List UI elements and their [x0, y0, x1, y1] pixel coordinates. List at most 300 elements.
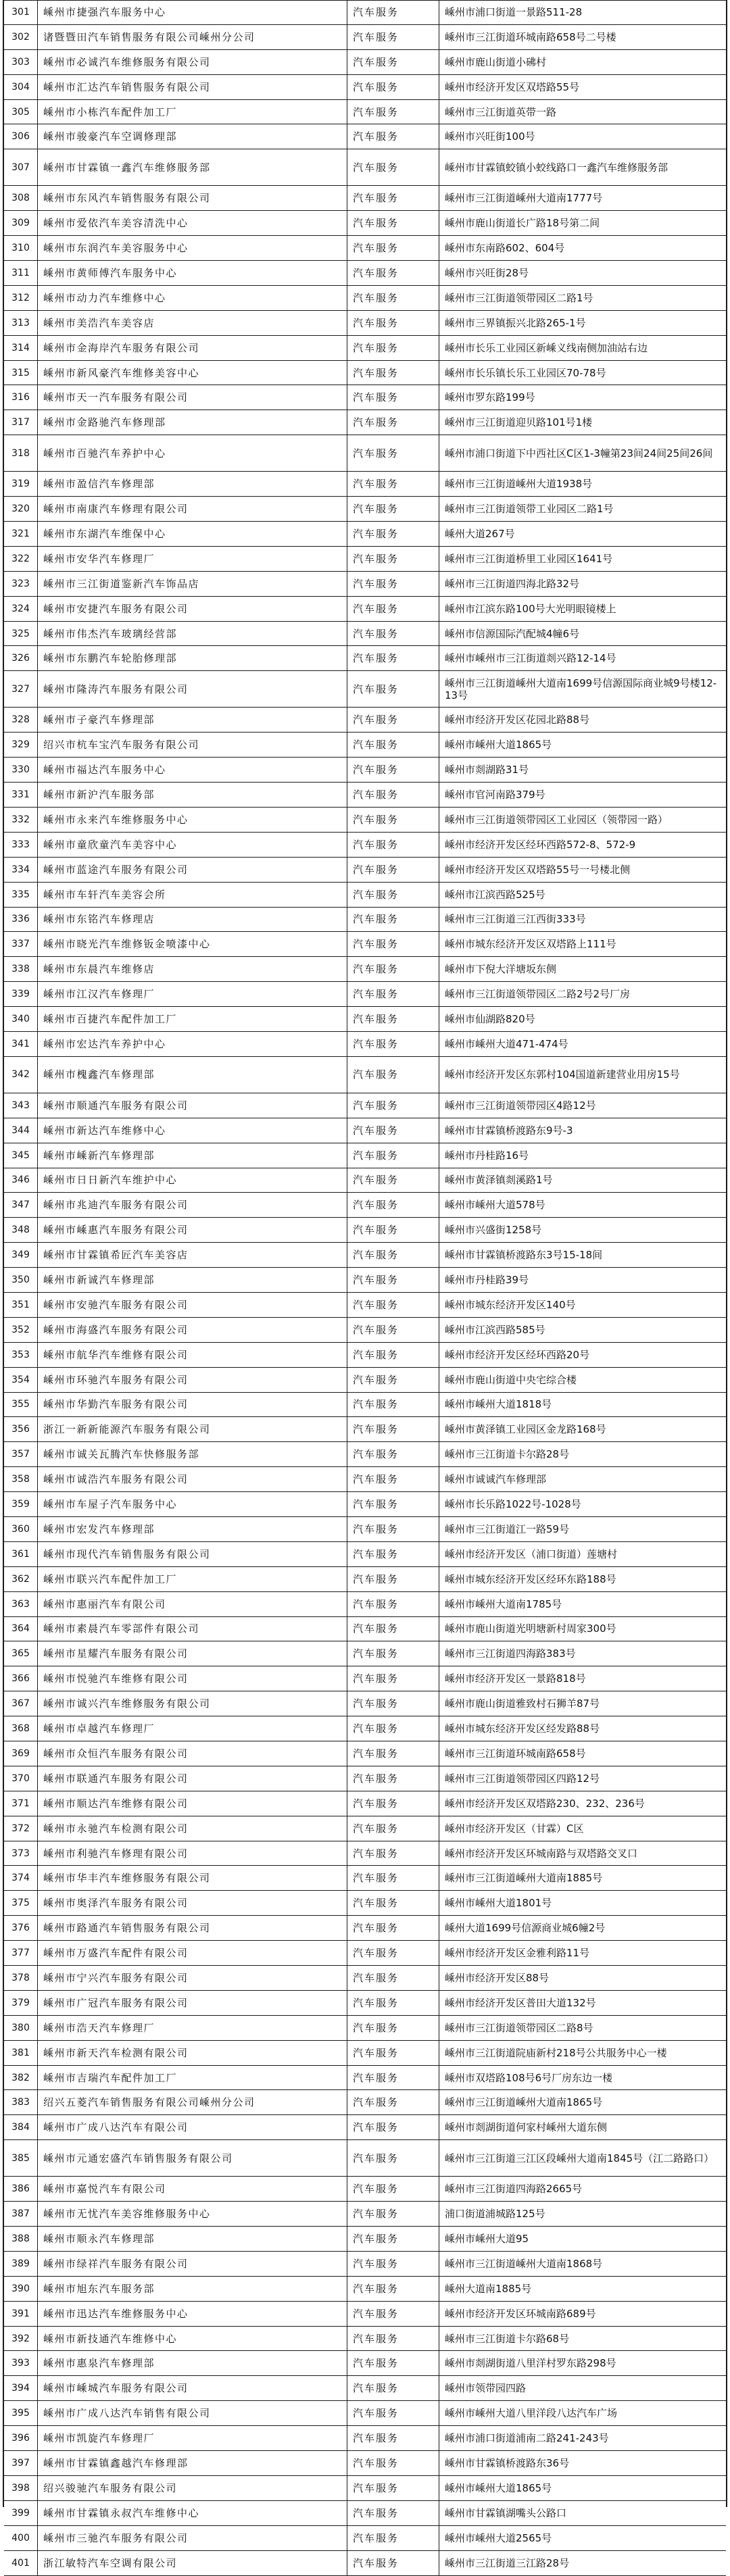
row-number: 305	[4, 100, 38, 124]
business-type: 汽车服务	[347, 2041, 439, 2065]
business-type: 汽车服务	[347, 1293, 439, 1317]
business-type: 汽车服务	[347, 2252, 439, 2276]
table-row	[4, 2302, 726, 2327]
row-number: 367	[4, 1691, 38, 1716]
table-row	[4, 1442, 726, 1467]
row-number: 390	[4, 2277, 38, 2301]
company-name: 嵊州市海盛汽车服务有限公司	[38, 1318, 347, 1342]
company-name: 嵊州市东铭汽车修理店	[38, 908, 347, 932]
company-name: 嵊州市安捷汽车服务有限公司	[38, 597, 347, 621]
company-name: 嵊州市嘉悦汽车有限公司	[38, 2177, 347, 2201]
company-address: 嵊州市甘霖镇蛟镇小蛟线路口一鑫汽车维修服务部	[445, 161, 668, 174]
company-address: 嵊州市三江街道江一路59号	[445, 1522, 570, 1535]
row-number: 370	[4, 1766, 38, 1791]
row-number: 329	[4, 733, 38, 757]
table-row	[4, 1716, 726, 1741]
row-number: 365	[4, 1641, 38, 1666]
row-number: 340	[4, 1007, 38, 1031]
row-number: 325	[4, 622, 38, 646]
business-type: 汽车服务	[347, 733, 439, 757]
business-type: 汽车服务	[347, 1007, 439, 1031]
table-row	[4, 1991, 726, 2016]
table-row	[4, 1766, 726, 1791]
business-type: 汽车服务	[347, 1991, 439, 2015]
company-name: 嵊州市顺永汽车修理部	[38, 2227, 347, 2251]
company-name: 嵊州市广成八达汽车销售有限公司	[38, 2401, 347, 2425]
business-type: 汽车服务	[347, 1766, 439, 1791]
row-number: 363	[4, 1592, 38, 1616]
business-type: 汽车服务	[347, 2526, 439, 2550]
table-row	[4, 286, 726, 311]
table-row	[4, 1641, 726, 1666]
company-name: 嵊州市旭东汽车服务部	[38, 2277, 347, 2301]
business-type: 汽车服务	[347, 2476, 439, 2500]
row-number: 368	[4, 1716, 38, 1741]
business-type: 汽车服务	[347, 1343, 439, 1367]
company-address: 嵊州市鹿山街道小砩村	[445, 55, 547, 68]
business-type: 汽车服务	[347, 1168, 439, 1193]
table-row	[4, 1791, 726, 1816]
company-address: 嵊州市嵊州大道1801号	[445, 1897, 552, 1910]
table-row	[4, 547, 726, 572]
company-address: 嵊州市三江街道嵊州大道南1868号	[445, 2257, 603, 2270]
company-name: 嵊州市新风豪汽车维修美容中心	[38, 361, 347, 385]
company-name: 嵊州市小栋汽车配件加工厂	[38, 100, 347, 124]
company-address: 嵊州市嵊州大道2565号	[445, 2531, 552, 2544]
table-row	[4, 1368, 726, 1393]
company-address: 嵊州市黄泽镇剡溪路1号	[445, 1174, 553, 1187]
business-type: 汽车服务	[347, 2351, 439, 2375]
table-row	[4, 2140, 726, 2177]
company-address: 嵊州市剡湖街道八里洋村罗东路298号	[445, 2357, 616, 2370]
table-row	[4, 2252, 726, 2277]
company-name: 嵊州市迅达汽车维修服务中心	[38, 2302, 347, 2326]
company-address: 嵊州市经济开发区（浦口街道）莲塘村	[445, 1547, 618, 1560]
row-number: 352	[4, 1318, 38, 1342]
company-address: 嵊州市东南路602、604号	[445, 242, 565, 255]
business-type: 汽车服务	[347, 2302, 439, 2326]
table-row	[4, 410, 726, 435]
row-number: 377	[4, 1941, 38, 1965]
row-number: 369	[4, 1741, 38, 1766]
company-address: 嵊州市长乐镇长乐工业园区70-78号	[445, 366, 606, 379]
company-address: 嵊州市三江街道领带园区二路2号2号厂房	[445, 988, 631, 1001]
company-address: 嵊州市长乐工业园区新嵊义线南侧加油站右边	[445, 341, 648, 354]
company-name: 嵊州市新沪汽车服务部	[38, 783, 347, 807]
company-address: 嵊州市鹿山街道雅致村石狮羊87号	[445, 1698, 600, 1710]
company-address: 嵊州市甘霖镇桥渡路东36号	[445, 2456, 570, 2469]
business-type: 汽车服务	[347, 858, 439, 882]
row-number: 387	[4, 2202, 38, 2226]
business-type: 汽车服务	[347, 2327, 439, 2351]
business-type: 汽车服务	[347, 1492, 439, 1516]
table-row	[4, 1966, 726, 1991]
table-row	[4, 0, 726, 25]
business-type: 汽车服务	[347, 186, 439, 210]
company-name: 嵊州市黄师傅汽车服务中心	[38, 261, 347, 285]
table-row	[4, 2501, 726, 2526]
company-address: 嵊州市丹桂路39号	[445, 1274, 529, 1287]
company-address: 嵊州大道南1885号	[445, 2282, 532, 2295]
row-number: 314	[4, 336, 38, 360]
table-row	[4, 1007, 726, 1032]
company-name: 嵊州市诚兴汽车维修服务有限公司	[38, 1691, 347, 1716]
company-name: 嵊州市惠泉汽车修理部	[38, 2351, 347, 2375]
business-type: 汽车服务	[347, 261, 439, 285]
table-row	[4, 646, 726, 671]
business-type: 汽车服务	[347, 597, 439, 621]
company-name: 嵊州市现代汽车销售服务有限公司	[38, 1542, 347, 1566]
table-row	[4, 1567, 726, 1592]
table-row	[4, 858, 726, 883]
row-number: 343	[4, 1093, 38, 1118]
table-row	[4, 1492, 726, 1517]
company-name: 嵊州市众恒汽车服务有限公司	[38, 1741, 347, 1766]
company-name: 浙江敏特汽车空调有限公司	[38, 2551, 347, 2575]
company-name: 嵊州市东湖汽车维保中心	[38, 522, 347, 546]
table-row	[4, 833, 726, 858]
business-type: 汽车服务	[347, 1816, 439, 1841]
table-row	[4, 2376, 726, 2401]
company-address: 嵊州市三江街道领带工业园区二路1号	[445, 503, 614, 516]
business-type: 汽车服务	[347, 2177, 439, 2201]
row-number: 385	[4, 2140, 38, 2176]
business-type: 汽车服务	[347, 957, 439, 981]
company-address: 嵊州市罗东路199号	[445, 391, 535, 404]
business-type: 汽车服务	[347, 1592, 439, 1616]
company-name: 嵊州市华勤汽车服务有限公司	[38, 1393, 347, 1417]
company-address: 嵊州市仙湖路820号	[445, 1013, 535, 1025]
row-number: 399	[4, 2501, 38, 2525]
table-row	[4, 149, 726, 186]
company-address: 嵊州市三江街道嵊州大道南1865号	[445, 2096, 603, 2109]
company-name: 嵊州市广冠汽车服务有限公司	[38, 1991, 347, 2015]
company-address: 嵊州市三江街道领带园区二路1号	[445, 291, 593, 304]
row-number: 321	[4, 522, 38, 546]
company-name: 嵊州市汇达汽车销售服务有限公司	[38, 75, 347, 99]
business-type: 汽车服务	[347, 1791, 439, 1816]
business-type: 汽车服务	[347, 1941, 439, 1965]
company-name: 嵊州市绿祥汽车服务有限公司	[38, 2252, 347, 2276]
business-type: 汽车服务	[347, 708, 439, 732]
table-row	[4, 2551, 726, 2576]
company-address: 嵊州市嵊州大道1865号	[445, 739, 552, 751]
row-number: 353	[4, 1343, 38, 1367]
row-number: 384	[4, 2115, 38, 2139]
company-address: 嵊州市经济开发区环城南路689号	[445, 2307, 596, 2320]
company-name: 嵊州市日日新汽车维护中心	[38, 1168, 347, 1193]
business-type: 汽车服务	[347, 1716, 439, 1741]
company-name: 嵊州市浩天汽车修理厂	[38, 2016, 347, 2040]
row-number: 303	[4, 50, 38, 74]
business-type: 汽车服务	[347, 982, 439, 1006]
company-address: 嵊州市经济开发区东郭村104国道新建营业用房15号	[445, 1068, 680, 1081]
company-address: 嵊州市嵊州大道578号	[445, 1199, 545, 1212]
company-address: 嵊州市经济开发区双塔路55号一号楼北侧	[445, 863, 631, 876]
company-name: 嵊州市顺达汽车维修有限公司	[38, 1791, 347, 1816]
company-name: 嵊州市永驰汽车检测有限公司	[38, 1816, 347, 1841]
company-name: 嵊州市宁兴汽车服务有限公司	[38, 1966, 347, 1990]
business-type: 汽车服务	[347, 1318, 439, 1342]
company-name: 嵊州市宏发汽车修理部	[38, 1517, 347, 1541]
row-number: 388	[4, 2227, 38, 2251]
company-address: 嵊州市甘霖镇桥渡路东3号15-18间	[445, 1249, 603, 1262]
row-number: 313	[4, 311, 38, 335]
company-name: 嵊州市凯旋汽车修理厂	[38, 2426, 347, 2450]
row-number: 326	[4, 646, 38, 670]
company-name: 嵊州市甘霖镇永叔汽车维修中心	[38, 2501, 347, 2525]
row-number: 371	[4, 1791, 38, 1816]
table-row	[4, 1517, 726, 1542]
row-number: 347	[4, 1193, 38, 1217]
company-address: 嵊州市城东经济开发区双塔路上111号	[445, 938, 616, 951]
row-number: 323	[4, 572, 38, 596]
table-row	[4, 1841, 726, 1866]
company-address: 嵊州市三江街道嵊州大道南1777号	[445, 192, 603, 205]
row-number: 397	[4, 2451, 38, 2475]
company-address: 嵊州市剡湖路31号	[445, 764, 529, 776]
company-name: 嵊州市童欣童汽车美容中心	[38, 833, 347, 857]
company-address: 嵊州大道1699号信源商业城6幢2号	[445, 1922, 606, 1935]
row-number: 341	[4, 1032, 38, 1056]
company-name: 嵊州市东晨汽车维修店	[38, 957, 347, 981]
row-number: 354	[4, 1368, 38, 1392]
business-type: 汽车服务	[347, 1143, 439, 1168]
row-number: 379	[4, 1991, 38, 2015]
company-address: 嵊州市诚诚汽车修理部	[445, 1473, 547, 1486]
business-type: 汽车服务	[347, 1741, 439, 1766]
row-number: 315	[4, 361, 38, 385]
company-name: 嵊州市甘霖镇一鑫汽车维修服务部	[38, 149, 347, 185]
company-name: 嵊州市东润汽车美容服务中心	[38, 236, 347, 260]
company-name: 嵊州市南康汽车修理有限公司	[38, 497, 347, 521]
row-number: 317	[4, 410, 38, 435]
company-name: 嵊州市盈信汽车修理部	[38, 472, 347, 496]
table-row	[4, 708, 726, 733]
row-number: 318	[4, 435, 38, 471]
row-number: 373	[4, 1841, 38, 1866]
business-type: 汽车服务	[347, 385, 439, 410]
row-number: 301	[4, 1, 38, 24]
row-number: 310	[4, 236, 38, 260]
business-type: 汽车服务	[347, 547, 439, 571]
business-type: 汽车服务	[347, 1641, 439, 1666]
business-type: 汽车服务	[347, 361, 439, 385]
row-number: 330	[4, 758, 38, 782]
table-row	[4, 100, 726, 125]
table-row	[4, 1057, 726, 1093]
row-number: 345	[4, 1143, 38, 1168]
row-number: 391	[4, 2302, 38, 2326]
row-number: 304	[4, 75, 38, 99]
company-name: 嵊州市路通汽车销售服务有限公司	[38, 1916, 347, 1940]
table-row	[4, 2227, 726, 2252]
company-name: 嵊州市福达汽车服务中心	[38, 758, 347, 782]
row-number: 356	[4, 1417, 38, 1441]
company-address: 嵊州市鹿山街道中央宅综合楼	[445, 1373, 577, 1386]
business-type: 汽车服务	[347, 2426, 439, 2450]
table-row	[4, 2426, 726, 2451]
company-address: 嵊州市三江街道嵊州大道1938号	[445, 478, 593, 491]
business-type: 汽车服务	[347, 1393, 439, 1417]
company-name: 嵊州市联兴汽车配件加工厂	[38, 1567, 347, 1591]
row-number: 324	[4, 597, 38, 621]
table-row	[4, 336, 726, 361]
row-number: 366	[4, 1666, 38, 1691]
business-type: 汽车服务	[347, 2090, 439, 2114]
business-type: 汽车服务	[347, 497, 439, 521]
company-address: 嵊州市嵊州大道1865号	[445, 2481, 552, 2494]
business-type: 汽车服务	[347, 1841, 439, 1866]
company-address: 嵊州市经济开发区环城南路与双塔路交叉口	[445, 1847, 638, 1860]
row-number: 350	[4, 1268, 38, 1292]
row-number: 389	[4, 2252, 38, 2276]
company-name: 嵊州市无忧汽车美容维修服务中心	[38, 2202, 347, 2226]
row-number: 328	[4, 708, 38, 732]
business-type: 汽车服务	[347, 522, 439, 546]
business-type: 汽车服务	[347, 1467, 439, 1491]
company-address: 嵊州市浦口街道一景路511-28	[445, 6, 583, 19]
company-name: 嵊州市万盛汽车配件有限公司	[38, 1941, 347, 1965]
company-name: 绍兴市杭车宝汽车服务有限公司	[38, 733, 347, 757]
company-name: 嵊州市甘霖镇希匠汽车美容店	[38, 1243, 347, 1267]
company-address: 嵊州市城东经济开发区140号	[445, 1298, 576, 1311]
table-row	[4, 75, 726, 100]
business-type: 汽车服务	[347, 2227, 439, 2251]
table-row	[4, 808, 726, 833]
company-name: 嵊州市三驰汽车服务有限公司	[38, 2526, 347, 2550]
company-address: 嵊州市嵊州大道471-474号	[445, 1037, 568, 1050]
company-name: 嵊州市车轩汽车美容会所	[38, 883, 347, 907]
company-address: 嵊州市双塔路108号6号厂房东边一楼	[445, 2071, 613, 2084]
company-address: 嵊州市三江街道迎贝路101号1楼	[445, 416, 593, 429]
row-number: 348	[4, 1218, 38, 1242]
business-type: 汽车服务	[347, 472, 439, 496]
row-number: 360	[4, 1517, 38, 1541]
company-address: 嵊州市下倪大洋塘坂东侧	[445, 963, 557, 976]
business-type: 汽车服务	[347, 211, 439, 235]
business-type: 汽车服务	[347, 622, 439, 646]
company-address: 嵊州市三江街道嵊州大道南1699号信源国际商业城9号楼12-13号	[445, 676, 717, 701]
business-type: 汽车服务	[347, 1243, 439, 1267]
row-number: 364	[4, 1617, 38, 1641]
table-row	[4, 2277, 726, 2302]
table-row	[4, 1218, 726, 1243]
company-name: 嵊州市航华汽车维修有限公司	[38, 1343, 347, 1367]
company-name: 绍兴骏驰汽车服务有限公司	[38, 2476, 347, 2500]
row-number: 358	[4, 1467, 38, 1491]
row-number: 359	[4, 1492, 38, 1516]
company-address: 嵊州市经济开发区经环西路572-8、572-9	[445, 838, 636, 851]
company-address: 嵊州市经济开发区经环西路20号	[445, 1348, 590, 1361]
company-address: 嵊州市兴旺街100号	[445, 130, 535, 143]
row-number: 319	[4, 472, 38, 496]
company-address: 嵊州市领带园四路	[445, 2382, 527, 2395]
row-number: 355	[4, 1393, 38, 1417]
row-number: 344	[4, 1118, 38, 1143]
business-type: 汽车服务	[347, 2140, 439, 2176]
row-number: 332	[4, 808, 38, 832]
table-row	[4, 1168, 726, 1193]
business-type: 汽车服务	[347, 1368, 439, 1392]
business-type: 汽车服务	[347, 808, 439, 832]
company-address: 嵊州市浦口街道浦南二路241-243号	[445, 2432, 609, 2445]
company-name: 嵊州市悦驰汽车维修有限公司	[38, 1666, 347, 1691]
business-type: 汽车服务	[347, 50, 439, 74]
company-address: 嵊州市经济开发区双塔路55号	[445, 80, 580, 93]
row-number: 375	[4, 1891, 38, 1915]
business-type: 汽车服务	[347, 149, 439, 185]
company-name: 嵊州市安华汽车修理厂	[38, 547, 347, 571]
business-type: 汽车服务	[347, 2277, 439, 2301]
row-number: 374	[4, 1866, 38, 1890]
company-address: 浦口街道浦城路125号	[445, 2208, 545, 2221]
business-type: 汽车服务	[347, 646, 439, 670]
company-address: 嵊州市江滨西路585号	[445, 1323, 545, 1336]
table-row	[4, 124, 726, 149]
row-number: 351	[4, 1293, 38, 1317]
row-number: 309	[4, 211, 38, 235]
company-name: 嵊州市甘霖镇鑫越汽车修理部	[38, 2451, 347, 2475]
company-name: 嵊州市隆涛汽车服务有限公司	[38, 671, 347, 707]
company-name: 嵊州市惠丽汽车有限公司	[38, 1592, 347, 1616]
business-type: 汽车服务	[347, 236, 439, 260]
business-type: 汽车服务	[347, 336, 439, 360]
company-name: 嵊州市安驰汽车服务有限公司	[38, 1293, 347, 1317]
company-address: 嵊州市嵊州大道南1785号	[445, 1597, 562, 1610]
business-type: 汽车服务	[347, 1666, 439, 1691]
table-row	[4, 361, 726, 386]
business-type: 汽车服务	[347, 2066, 439, 2090]
company-address: 嵊州市城东经济开发区经环东路188号	[445, 1572, 616, 1585]
company-name: 嵊州市动力汽车维修中心	[38, 286, 347, 310]
business-type: 汽车服务	[347, 2451, 439, 2475]
company-name: 嵊州市晓光汽车维修钣金喷漆中心	[38, 932, 347, 956]
table-row	[4, 733, 726, 758]
company-name: 嵊州市华丰汽车维修服务有限公司	[38, 1866, 347, 1890]
business-type: 汽车服务	[347, 1542, 439, 1566]
company-address: 嵊州市经济开发区88号	[445, 1971, 550, 1984]
table-row	[4, 572, 726, 597]
company-address: 嵊州市经济开发区花园北路88号	[445, 714, 590, 726]
table-row	[4, 1032, 726, 1057]
business-type: 汽车服务	[347, 671, 439, 707]
business-type: 汽车服务	[347, 1057, 439, 1093]
company-address: 嵊州市三江街道四海路2665号	[445, 2183, 583, 2196]
table-row	[4, 1393, 726, 1418]
table-row	[4, 1691, 726, 1716]
company-address: 嵊州市城东经济开发区经发路88号	[445, 1723, 600, 1735]
company-name: 嵊州市卓越汽车修理厂	[38, 1716, 347, 1741]
row-number: 392	[4, 2327, 38, 2351]
table-row	[4, 236, 726, 261]
company-address: 嵊州市江滨西路525号	[445, 888, 545, 901]
business-type: 汽车服务	[347, 758, 439, 782]
table-row	[4, 385, 726, 410]
row-number: 396	[4, 2426, 38, 2450]
table-row	[4, 758, 726, 783]
business-type: 汽车服务	[347, 2401, 439, 2425]
table-row	[4, 1916, 726, 1941]
company-address: 嵊州市三江街道卡尔路28号	[445, 1448, 570, 1461]
row-number: 327	[4, 671, 38, 707]
company-name: 嵊州市新诚汽车修理部	[38, 1268, 347, 1292]
row-number: 335	[4, 883, 38, 907]
company-address: 嵊州市甘霖镇桥渡路东9号-3	[445, 1124, 573, 1137]
business-type: 汽车服务	[347, 1691, 439, 1716]
row-number: 306	[4, 124, 38, 149]
table-row	[4, 2401, 726, 2426]
